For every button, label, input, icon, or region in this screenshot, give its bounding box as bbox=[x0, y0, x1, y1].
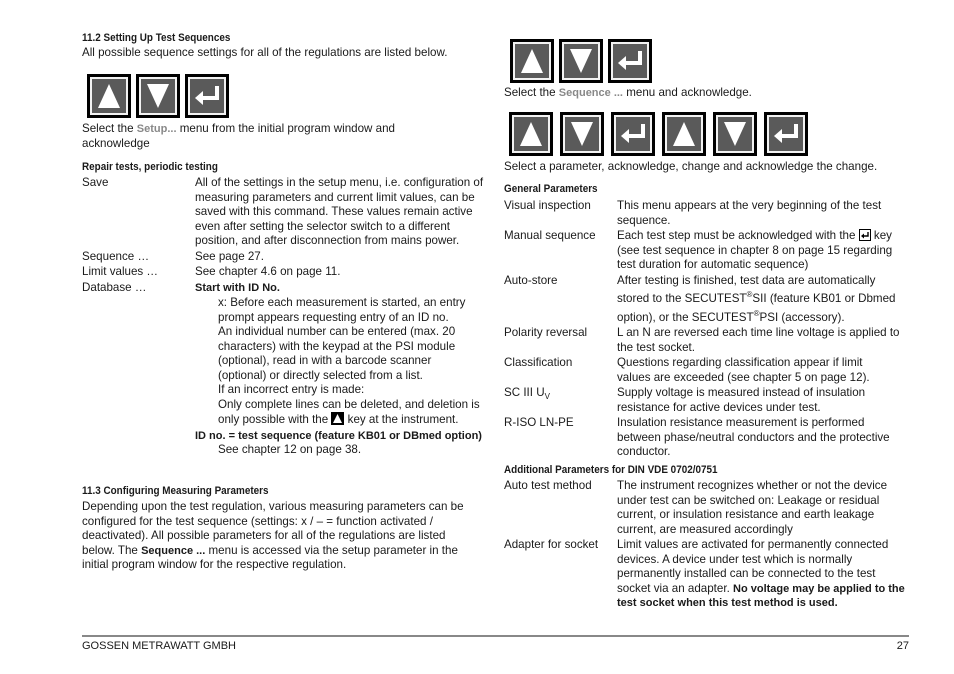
limit-row bbox=[82, 265, 487, 280]
enter-key-icon bbox=[185, 74, 229, 118]
save-label: Save bbox=[82, 176, 109, 189]
database-bold: Start with ID No. bbox=[195, 281, 280, 294]
general-parameters-heading: General Parameters bbox=[504, 183, 598, 195]
page-number: 27 bbox=[896, 640, 909, 652]
footer-company: GOSSEN METRAWATT GMBH bbox=[82, 640, 237, 652]
enter-key-icon bbox=[608, 39, 652, 83]
footer-divider bbox=[82, 635, 909, 637]
arrow-up-key-icon bbox=[87, 74, 131, 118]
riso-text: Insulation resistance measurement is performed between phase/neutral conductors and the protective conductor. bbox=[617, 416, 890, 458]
autostore-text: After testing is finished, test data are automatically stored to the SECUTEST®SII (feature KB01 or Dbmed option), or the SECUTEST®PSI (accessory). bbox=[617, 273, 896, 324]
arrow-up-key-icon bbox=[510, 39, 554, 83]
save-row bbox=[82, 176, 487, 249]
visual-row bbox=[504, 199, 909, 228]
arrow-down-key-icon bbox=[713, 112, 757, 156]
db-para-3: If an incorrect entry is made: bbox=[218, 383, 365, 396]
database-row bbox=[82, 281, 487, 296]
save-text: All of the settings in the setup menu, i.e. configuration of measuring parameters and current limit values, can be saved with this command. These values remain active even after setting the selector switch to a different position, and after disconnection from mains power. bbox=[195, 176, 484, 247]
database-label: Database … bbox=[82, 280, 147, 294]
arrow-down-key-icon bbox=[559, 39, 603, 83]
arrow-up-key-icon bbox=[509, 112, 553, 156]
visual-label: Visual inspection bbox=[504, 199, 591, 212]
sequence-menu-name: Sequence ... bbox=[141, 544, 206, 557]
sc-text: Supply voltage is measured instead of insulation resistance for active devices under test. bbox=[617, 386, 866, 414]
setup-keys bbox=[87, 74, 229, 118]
sc-label: SC III $U_V$ bbox=[504, 386, 550, 401]
riso-row bbox=[504, 416, 909, 460]
visual-text: This menu appears at the very beginning of the test sequence. bbox=[617, 199, 882, 227]
arrow-up-mini-icon bbox=[331, 412, 344, 425]
sequence-keys bbox=[510, 39, 652, 83]
adapter-text: Limit values are activated for permanently connected devices. A device under test which is normally permanently installed can be connected to the test socket via an adapter. No voltage may be applied to the test socket when this test method is used. bbox=[617, 538, 905, 609]
enter-mini-icon bbox=[859, 229, 871, 241]
manual-row bbox=[504, 229, 909, 273]
polarity-row bbox=[504, 326, 909, 355]
adapter-warning: No voltage may be applied to the test socket when this test method is used. bbox=[617, 582, 905, 609]
sequence-text: See page 27. bbox=[195, 249, 264, 263]
din-param-table bbox=[504, 479, 909, 611]
autostore-label: Auto-store bbox=[504, 273, 558, 287]
din-parameters-heading: Additional Parameters for DIN VDE 0702/0751 bbox=[504, 464, 718, 476]
sequence-menu-name: Sequence ... bbox=[558, 87, 623, 99]
classification-label: Classification bbox=[504, 356, 573, 369]
general-param-table bbox=[504, 199, 909, 460]
sc-row bbox=[504, 386, 909, 415]
enter-key-icon bbox=[764, 112, 808, 156]
db-para-4: Only complete lines can be deleted, and deletion is only possible with the key at the instrument. bbox=[218, 397, 480, 426]
sequence-label: Sequence … bbox=[82, 249, 150, 263]
sequence-row bbox=[82, 250, 487, 265]
select-parameter-instruction: Select a parameter, acknowledge, change and acknowledge the change. bbox=[504, 160, 878, 173]
db-para-2: An individual number can be entered (max. 20 characters) with the keypad at the PSI module (optional), read in with a barcode scanner (optional) or directly selected from a list. bbox=[218, 325, 456, 382]
arrow-down-key-icon bbox=[560, 112, 604, 156]
manual-text: Each test step must be acknowledged with the key (see test sequence in chapter 8 on page 15 regarding test duration for automatic sequence) bbox=[617, 229, 893, 271]
repair-heading: Repair tests, periodic testing bbox=[82, 161, 218, 173]
classification-row bbox=[504, 356, 909, 385]
db-para-1: x: Before each measurement is started, an entry prompt appears requesting entry of an ID no. bbox=[218, 296, 466, 324]
arrow-down-key-icon bbox=[136, 74, 180, 118]
idno-text: See chapter 12 on page 38. bbox=[218, 443, 362, 456]
polarity-text: L an N are reversed each time line voltage is applied to the test socket. bbox=[617, 326, 900, 354]
autotest-row bbox=[504, 479, 909, 537]
section-11-3-text: Depending upon the test regulation, various measuring parameters can be configured for the test sequence (settings: x / – = function activated / deactivated). All possible parameters for all of the regulations are listed below. The Sequence ... menu is accessed via the setup parameter in the initial program window for the respective regulation. bbox=[82, 500, 464, 571]
select-setup-instruction: Select the Setup... menu from the initial program window and acknowledge bbox=[82, 122, 395, 150]
autotest-text: The instrument recognizes whether or not the device under test can be switched on: Leakage or residual current, or insulation resistance and earth leakage current, are measured accordingly bbox=[617, 479, 888, 536]
arrow-up-key-icon bbox=[662, 112, 706, 156]
parameter-keys bbox=[509, 112, 808, 156]
setup-menu-name: Setup... bbox=[136, 123, 177, 135]
idno-bold: ID no. = test sequence (feature KB01 or DBmed option) bbox=[195, 429, 482, 442]
classification-text: Questions regarding classification appear if limit values are exceeded (see chapter 5 on page 12). bbox=[617, 356, 870, 384]
autostore-row bbox=[504, 274, 909, 326]
limit-label: Limit values … bbox=[82, 265, 159, 278]
polarity-label: Polarity reversal bbox=[504, 326, 588, 339]
section-11-2-intro: All possible sequence settings for all of the regulations are listed below. bbox=[82, 46, 448, 59]
left-param-table bbox=[82, 176, 487, 458]
section-11-3-title: 11.3 Configuring Measuring Parameters bbox=[82, 485, 269, 497]
select-sequence-instruction: Select the Sequence ... menu and acknowledge. bbox=[504, 86, 752, 99]
adapter-row bbox=[504, 538, 909, 611]
enter-key-icon bbox=[611, 112, 655, 156]
manual-label: Manual sequence bbox=[504, 229, 596, 242]
section-11-2-title: 11.2 Setting Up Test Sequences bbox=[82, 32, 231, 44]
riso-label: R-ISO LN-PE bbox=[504, 416, 574, 429]
limit-text: See chapter 4.6 on page 11. bbox=[195, 265, 341, 278]
autotest-label: Auto test method bbox=[504, 479, 592, 492]
adapter-label: Adapter for socket bbox=[504, 538, 599, 551]
